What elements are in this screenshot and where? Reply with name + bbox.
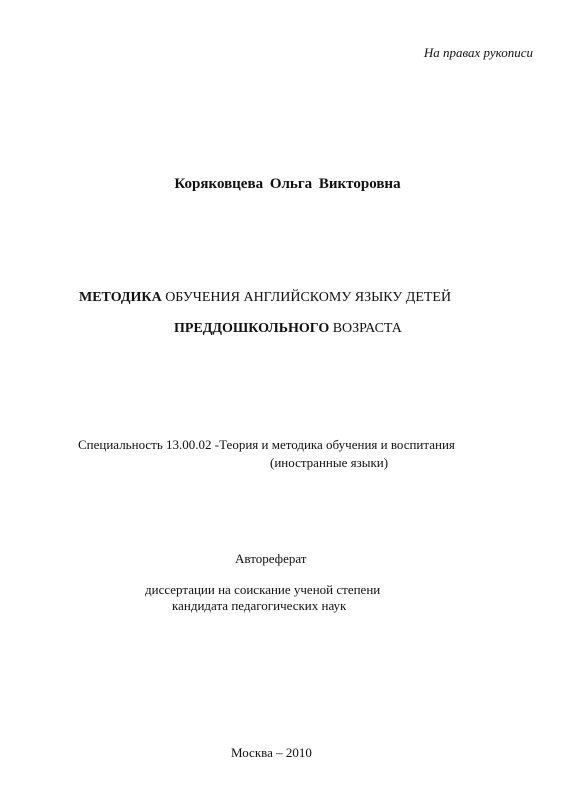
- title-line-2-rest: ВОЗРАСТА: [329, 321, 402, 336]
- purpose-line-2: кандидата педагогических наук: [172, 598, 347, 613]
- title-line-2-bold: ПРЕДДОШКОЛЬНОГО: [174, 321, 330, 336]
- title-line-1-rest: ОБУЧЕНИЯ АНГЛИЙСКОМУ ЯЗЫКУ ДЕТЕЙ: [161, 290, 452, 305]
- manuscript-note: На правах рукописи: [423, 45, 533, 60]
- specialty-line-2: (иностранные языки): [270, 455, 389, 470]
- specialty-line-1: Специальность 13.00.02 -Теория и методика обучения и воспитания: [78, 437, 455, 452]
- title-line-2: [174, 321, 402, 337]
- city-year: Москва – 2010: [231, 745, 312, 760]
- document-type: Автореферат: [235, 551, 307, 566]
- author-name: Коряковцева Ольга Викторовна: [174, 176, 401, 192]
- title-line-1-bold: МЕТОДИКА: [79, 290, 162, 305]
- purpose-line-1: диссертации на соискание ученой степени: [145, 582, 381, 597]
- title-line-1: [79, 290, 451, 306]
